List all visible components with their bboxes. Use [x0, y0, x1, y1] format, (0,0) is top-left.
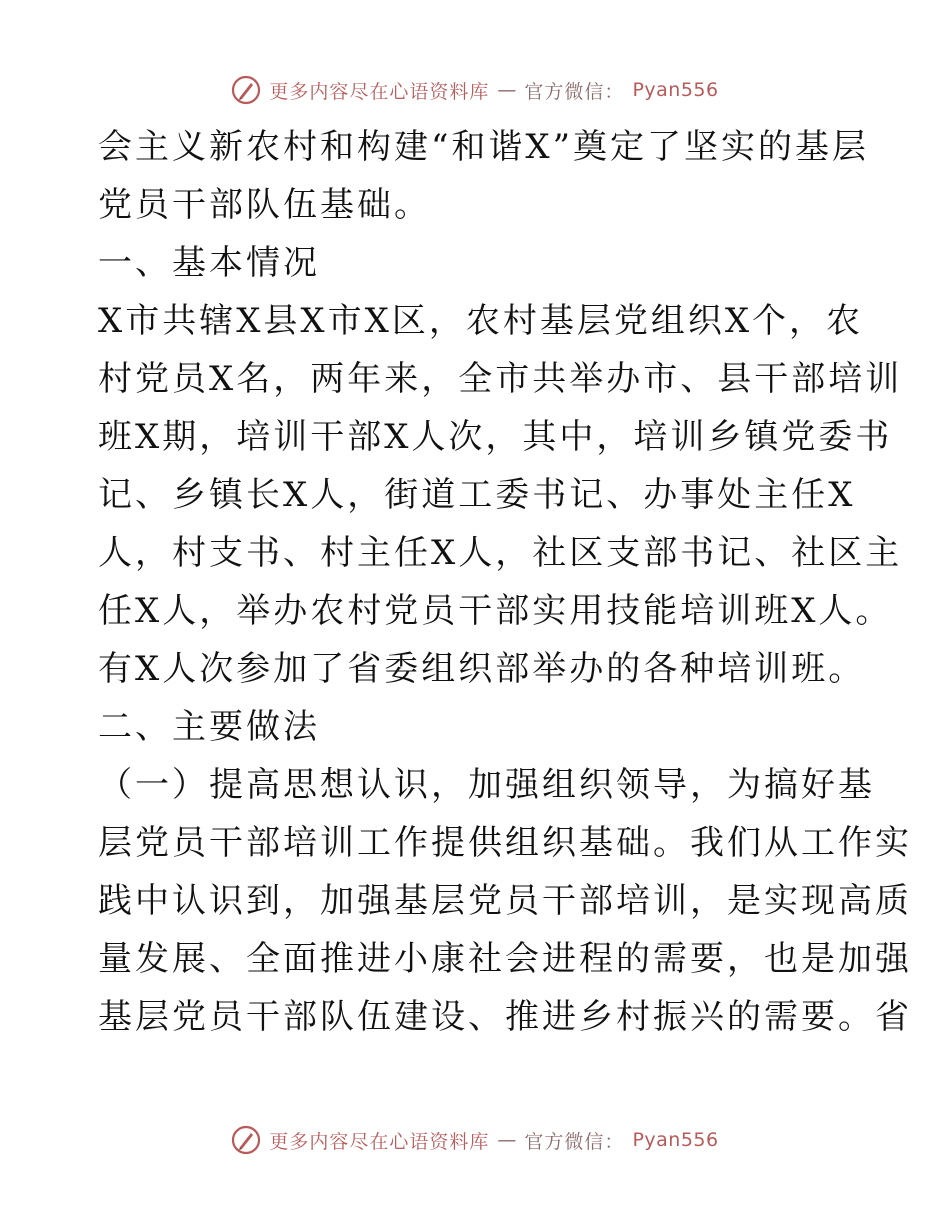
text-line: 践中认识到，加强基层党员干部培训，是实现高质 — [98, 881, 912, 921]
text-line: 量发展、全面推进小康社会进程的需要，也是加强 — [98, 939, 912, 979]
text-line: 班X期，培训干部X人次，其中，培训乡镇党委书 — [98, 417, 893, 457]
text-line: 人，村支书、村主任X人，社区支部书记、社区主 — [98, 533, 903, 573]
quill-pen-logo-icon — [231, 1125, 261, 1155]
header-watermark — [0, 70, 950, 110]
section-heading: 二、主要做法 — [98, 707, 320, 747]
watermark-wechat-label: 官方微信： — [524, 1130, 625, 1153]
text-line: 村党员X名，两年来，全市共举办市、县干部培训 — [98, 359, 903, 399]
text-line: X市共辖X县X市X区，农村基层党组织X个，农 — [98, 301, 864, 341]
section-heading: 一、基本情况 — [98, 243, 320, 283]
watermark-wechat-id: Pyan556 — [632, 79, 719, 101]
text-line: 基层党员干部队伍建设、推进乡村振兴的需要。省 — [98, 997, 912, 1037]
text-line: 任X人，举办农村党员干部实用技能培训班X人。 — [98, 591, 893, 631]
text-line: 层党员干部培训工作提供组织基础。我们从工作实 — [98, 823, 912, 863]
quill-pen-logo-icon — [231, 75, 261, 105]
watermark-wechat-label: 官方微信： — [524, 80, 625, 103]
text-line: 有X人次参加了省委组织部举办的各种培训班。 — [98, 649, 866, 689]
footer-watermark — [0, 1120, 950, 1160]
document-body — [98, 118, 912, 1046]
watermark-wechat-id: Pyan556 — [632, 1129, 719, 1151]
text-line: 会主义新农村和构建“和谐X”奠定了坚实的基层 — [98, 127, 869, 167]
watermark-separator: — — [497, 79, 517, 101]
watermark-site-text: 更多内容尽在心语资料库 — [269, 80, 490, 103]
text-line: （一）提高思想认识，加强组织领导，为搞好基 — [98, 765, 875, 805]
text-line: 记、乡镇长X人，街道工委书记、办事处主任X — [98, 475, 856, 515]
watermark-separator: — — [497, 1129, 517, 1151]
watermark-site-text: 更多内容尽在心语资料库 — [269, 1130, 490, 1153]
text-line: 党员干部队伍基础。 — [98, 185, 431, 225]
